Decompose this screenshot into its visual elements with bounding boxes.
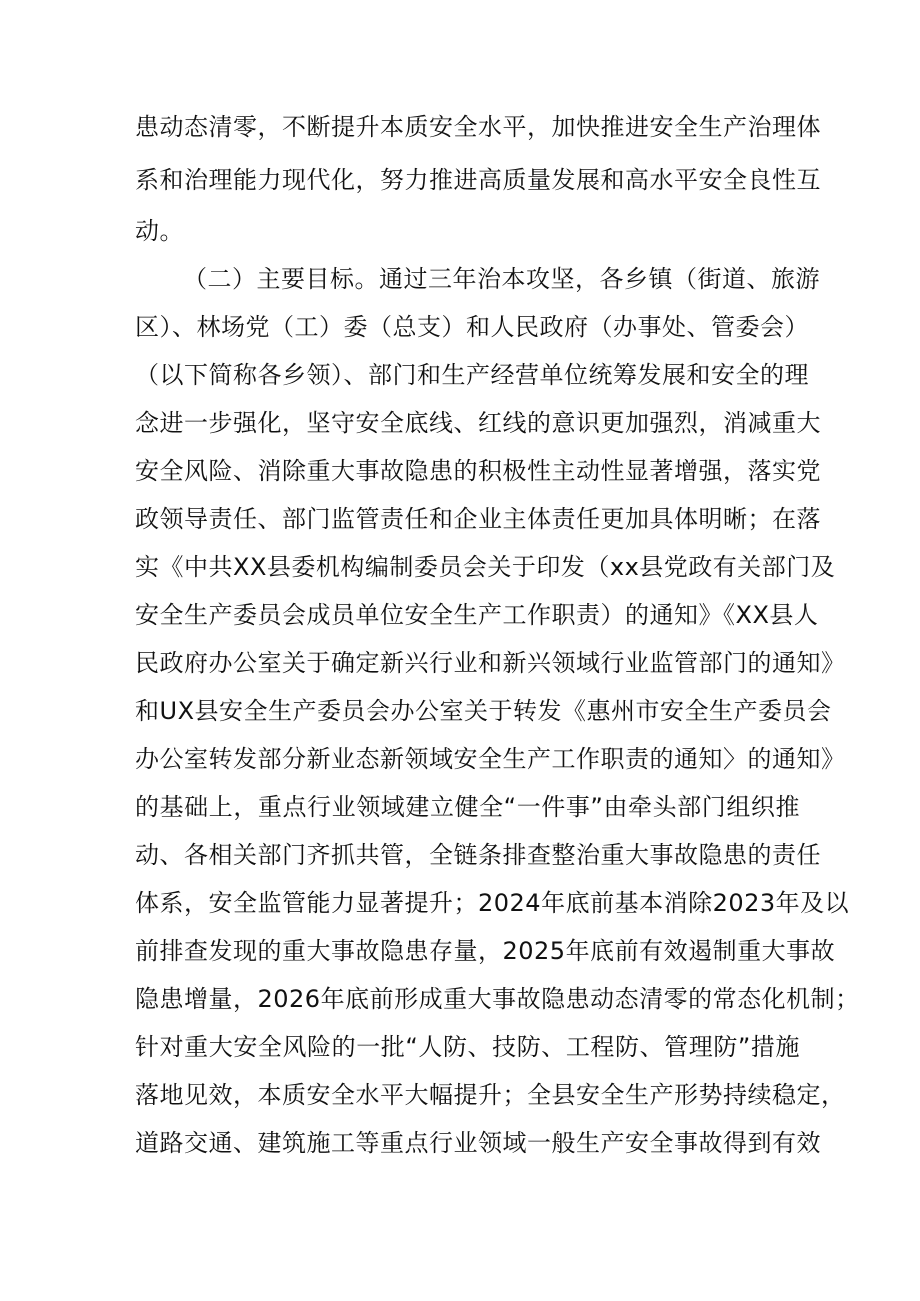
text-line-14: 办公室转发部分新业态新领域安全生产工作职责的通知〉的通知》 xyxy=(135,745,846,773)
text-line-2: 系和治理能力现代化，努力推进高质量发展和高水平安全良性互 xyxy=(135,166,821,194)
text-line-22: 道路交通、建筑施工等重点行业领域一般生产安全事故得到有效 xyxy=(135,1129,821,1157)
section-heading-line: （二）主要目标。通过三年治本攻坚，各乡镇（街道、旅游 xyxy=(183,265,820,293)
text-line-12: 民政府办公室关于确定新兴行业和新兴领域行业监管部门的通知》 xyxy=(135,649,846,677)
text-line-10: 实《中共XX县委机构编制委员会关于印发（xx县党政有关部门及 xyxy=(135,553,836,581)
text-line-17: 体系，安全监管能力显著提升；2024年底前基本消除2023年及以 xyxy=(135,889,850,917)
text-line-7: 念进一步强化，坚守安全底线、红线的意识更加强烈，消减重大 xyxy=(135,409,821,437)
text-line-5: 区）、林场党（工）委（总支）和人民政府（办事处、管委会） xyxy=(135,313,809,341)
text-line-11: 安全生产委员会成员单位安全生产工作职责）的通知》《XX县人 xyxy=(135,601,819,629)
text-line-21: 落地见效，本质安全水平大幅提升；全县安全生产形势持续稳定， xyxy=(135,1081,846,1109)
text-line-15: 的基础上，重点行业领域建立健全“一件事”由牵头部门组织推 xyxy=(135,793,800,821)
text-line-3: 动。 xyxy=(135,217,184,245)
text-line-8: 安全风险、消除重大事故隐患的积极性主动性显著增强，落实党 xyxy=(135,457,821,485)
text-line-6: （以下简称各乡领）、部门和生产经营单位统筹发展和安全的理 xyxy=(135,361,809,389)
text-line-19: 隐患增量，2026年底前形成重大事故隐患动态清零的常态化机制； xyxy=(135,985,860,1013)
text-line-13: 和UX县安全生产委员会办公室关于转发《惠州市安全生产委员会 xyxy=(135,697,832,725)
text-line-9: 政领导责任、部门监管责任和企业主体责任更加具体明晰；在落 xyxy=(135,505,821,533)
text-line-18: 前排查发现的重大事故隐患存量，2025年底前有效遏制重大事故 xyxy=(135,937,836,965)
text-line-1: 患动态清零，不断提升本质安全水平，加快推进安全生产治理体 xyxy=(135,113,821,141)
text-line-16: 动、各相关部门齐抓共管，全链条排查整治重大事故隐患的责任 xyxy=(135,841,821,869)
text-line-20: 针对重大安全风险的一批“人防、技防、工程防、管理防”措施 xyxy=(135,1033,800,1061)
